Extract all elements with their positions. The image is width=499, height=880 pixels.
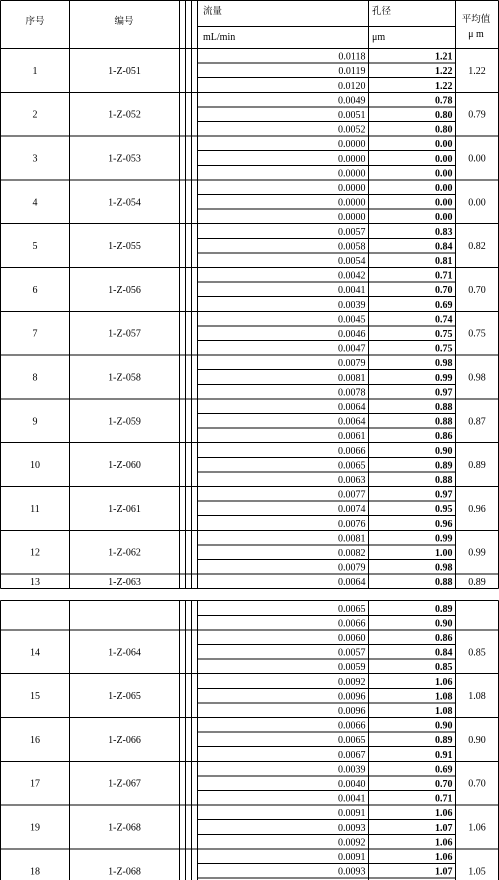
- pore-cell: 0.74: [435, 314, 453, 326]
- average-cell: 0.85: [468, 647, 486, 659]
- flow-cell: 0.0078: [338, 387, 366, 399]
- flow-cell: 0.0061: [338, 431, 366, 443]
- flow-cell: 0.0042: [338, 270, 366, 282]
- sample-code-cell: 1-Z-054: [108, 197, 141, 209]
- sequence-cell: 16: [30, 734, 40, 746]
- sequence-cell: 14: [30, 647, 40, 659]
- pore-cell: 0.81: [435, 256, 453, 267]
- sequence-cell: 4: [32, 197, 38, 209]
- flow-cell: 0.0065: [338, 460, 366, 472]
- pore-cell: 0.88: [435, 577, 453, 589]
- pore-cell: 0.70: [435, 779, 453, 790]
- sample-code-cell: 1-Z-055: [108, 241, 141, 253]
- table-body: [30, 52, 486, 880]
- average-cell: 0.79: [468, 109, 486, 121]
- pore-cell: 0.80: [435, 124, 453, 136]
- average-cell: 0.70: [468, 284, 486, 296]
- sequence-cell: 9: [32, 416, 38, 428]
- pore-cell: 0.84: [435, 647, 453, 659]
- sequence-cell: 6: [32, 284, 38, 296]
- flow-cell: 0.0066: [338, 720, 366, 732]
- flow-cell: 0.0000: [338, 183, 366, 194]
- pore-cell: 0.89: [435, 735, 453, 747]
- flow-cell: 0.0065: [338, 735, 366, 747]
- flow-cell: 0.0063: [338, 475, 366, 486]
- sample-code-cell: 1-Z-068: [108, 822, 141, 834]
- flow-cell: 0.0119: [338, 66, 366, 78]
- pore-cell: 0.90: [435, 445, 453, 457]
- table-grid: [1, 1, 499, 880]
- pore-cell: 0.84: [435, 241, 453, 253]
- flow-cell: 0.0064: [338, 577, 366, 589]
- pore-cell: 1.21: [435, 51, 453, 63]
- pore-cell: 0.78: [435, 95, 453, 107]
- pore-cell: 0.90: [435, 720, 453, 732]
- pore-cell: 1.06: [435, 676, 453, 688]
- pore-cell: 0.00: [435, 153, 453, 165]
- pore-cell: 0.00: [435, 168, 453, 180]
- flow-cell: 0.0049: [338, 95, 366, 107]
- sample-code-cell: 1-Z-062: [108, 547, 141, 559]
- average-cell: 1.08: [468, 691, 486, 703]
- flow-cell: 0.0060: [338, 633, 366, 644]
- header-flow: 流量: [203, 6, 223, 17]
- flow-cell: 0.0082: [338, 548, 366, 559]
- flow-cell: 0.0092: [338, 676, 366, 688]
- pore-cell: 0.95: [435, 504, 453, 516]
- sample-code-cell: 1-Z-051: [108, 65, 141, 77]
- sequence-cell: 8: [32, 372, 38, 384]
- sequence-cell: 19: [30, 822, 40, 834]
- sequence-cell: 3: [32, 153, 38, 165]
- pore-cell: 0.69: [435, 299, 453, 311]
- pore-cell: 1.22: [435, 80, 453, 92]
- pore-cell: 0.00: [435, 139, 453, 151]
- flow-cell: 0.0079: [338, 562, 366, 574]
- flow-cell: 0.0000: [338, 168, 366, 180]
- average-cell: 1.06: [468, 822, 486, 834]
- average-cell: 0.98: [468, 372, 486, 384]
- sample-code-cell: 1-Z-064: [108, 647, 141, 659]
- flow-cell: 0.0045: [338, 314, 366, 326]
- pore-cell: 0.89: [435, 603, 453, 615]
- pore-cell: 1.22: [435, 66, 453, 78]
- average-cell: 0.90: [468, 734, 486, 746]
- sample-code-cell: 1-Z-067: [108, 778, 141, 790]
- flow-cell: 0.0039: [338, 299, 366, 311]
- sequence-cell: 2: [32, 109, 38, 121]
- sequence-cell: 10: [30, 460, 40, 472]
- flow-cell: 0.0047: [338, 343, 366, 355]
- pore-cell: 1.07: [435, 866, 453, 878]
- pore-cell: 0.71: [435, 793, 453, 805]
- flow-cell: 0.0079: [338, 358, 366, 370]
- flow-cell: 0.0046: [338, 329, 366, 340]
- pore-cell: 0.89: [435, 460, 453, 472]
- flow-cell: 0.0066: [338, 618, 366, 630]
- flow-cell: 0.0041: [338, 285, 366, 297]
- sample-code-cell: 1-Z-066: [108, 734, 141, 746]
- sequence-cell: 7: [32, 328, 38, 340]
- pore-cell: 0.00: [435, 212, 453, 224]
- pore-cell: 1.06: [435, 852, 453, 863]
- pore-cell: 0.00: [435, 197, 453, 209]
- flow-cell: 0.0052: [338, 124, 366, 136]
- average-cell: 0.00: [468, 197, 486, 209]
- average-cell: 0.00: [468, 153, 486, 165]
- pore-cell: 0.88: [435, 475, 453, 486]
- sample-code-cell: 1-Z-057: [108, 328, 141, 340]
- average-cell: 0.75: [468, 328, 486, 340]
- pore-cell: 0.99: [435, 533, 453, 545]
- sample-code-cell: 1-Z-063: [108, 576, 141, 588]
- average-cell: 0.89: [468, 576, 486, 588]
- pore-cell: 0.75: [435, 329, 453, 340]
- flow-cell: 0.0093: [338, 822, 366, 834]
- average-cell: 0.82: [468, 241, 486, 253]
- flow-cell: 0.0064: [338, 416, 366, 428]
- sequence-cell: 18: [30, 866, 40, 878]
- sequence-cell: 1: [32, 65, 38, 77]
- flow-cell: 0.0000: [338, 197, 366, 209]
- flow-cell: 0.0092: [338, 837, 366, 849]
- flow-cell: 0.0067: [338, 749, 366, 761]
- flow-cell: 0.0000: [338, 153, 366, 165]
- flow-cell: 0.0074: [338, 504, 366, 516]
- pore-cell: 0.00: [435, 183, 453, 194]
- flow-cell: 0.0058: [338, 241, 366, 253]
- pore-cell: 0.90: [435, 618, 453, 630]
- pore-cell: 0.83: [435, 226, 453, 238]
- sample-code-cell: 1-Z-068: [108, 866, 141, 878]
- flow-cell: 0.0118: [338, 51, 366, 63]
- sample-code-cell: 1-Z-058: [108, 372, 141, 384]
- sample-code-cell: 1-Z-052: [108, 109, 141, 121]
- flow-cell: 0.0000: [338, 212, 366, 224]
- flow-cell: 0.0054: [338, 256, 366, 267]
- average-cell: 0.99: [468, 547, 486, 559]
- pore-cell: 0.97: [435, 387, 453, 399]
- pore-cell: 0.86: [435, 633, 453, 644]
- sequence-cell: 17: [30, 778, 40, 790]
- sequence-cell: 15: [30, 691, 40, 703]
- pore-cell: 0.69: [435, 764, 453, 776]
- pore-cell: 1.00: [435, 548, 453, 559]
- sample-code-cell: 1-Z-059: [108, 416, 141, 428]
- pore-cell: 0.96: [435, 518, 453, 530]
- flow-cell: 0.0039: [338, 764, 366, 776]
- average-cell: 1.05: [468, 866, 486, 878]
- pore-cell: 1.08: [435, 706, 453, 717]
- flow-cell: 0.0076: [338, 518, 366, 530]
- flow-cell: 0.0051: [338, 110, 366, 121]
- average-cell: 0.70: [468, 778, 486, 790]
- flow-cell: 0.0096: [338, 691, 366, 703]
- flow-cell: 0.0093: [338, 866, 366, 878]
- flow-cell: 0.0096: [338, 706, 366, 717]
- header-pore: 孔径: [372, 6, 392, 17]
- sequence-cell: 13: [30, 576, 40, 588]
- sample-code-cell: 1-Z-056: [108, 284, 141, 296]
- sample-code-cell: 1-Z-061: [108, 503, 141, 515]
- pore-cell: 1.07: [435, 822, 453, 834]
- pore-cell: 1.06: [435, 837, 453, 849]
- flow-cell: 0.0040: [338, 779, 366, 790]
- flow-cell: 0.0041: [338, 793, 366, 805]
- pore-cell: 0.99: [435, 372, 453, 384]
- flow-cell: 0.0057: [338, 226, 366, 238]
- header-code: 编号: [114, 16, 134, 27]
- pore-cell: 1.06: [435, 808, 453, 820]
- header-average: 平均值: [461, 14, 491, 25]
- flow-cell: 0.0091: [338, 808, 366, 820]
- sample-code-cell: 1-Z-053: [108, 153, 141, 165]
- header-pore-unit: μm: [372, 32, 386, 43]
- pore-cell: 0.71: [435, 270, 453, 282]
- average-cell: 0.96: [468, 503, 486, 515]
- flow-cell: 0.0064: [338, 402, 366, 413]
- pore-cell: 0.75: [435, 343, 453, 355]
- average-cell: 1.22: [468, 65, 486, 77]
- sequence-cell: 11: [30, 503, 40, 515]
- pore-cell: 0.80: [435, 110, 453, 121]
- header-flow-unit: mL/min: [203, 32, 236, 43]
- pore-cell: 0.86: [435, 431, 453, 443]
- flow-cell: 0.0065: [338, 603, 366, 615]
- average-cell: 0.89: [468, 460, 486, 472]
- flow-cell: 0.0081: [338, 372, 366, 384]
- pore-cell: 0.98: [435, 358, 453, 370]
- pore-cell: 0.85: [435, 662, 453, 674]
- flow-cell: 0.0081: [338, 533, 366, 545]
- flow-cell: 0.0077: [338, 489, 366, 501]
- sample-code-cell: 1-Z-065: [108, 691, 141, 703]
- sequence-cell: 12: [30, 547, 40, 559]
- flow-cell: 0.0120: [338, 80, 366, 92]
- flow-cell: 0.0057: [338, 647, 366, 659]
- flow-cell: 0.0091: [338, 852, 366, 863]
- flow-cell: 0.0059: [338, 662, 366, 674]
- sequence-cell: 5: [32, 241, 38, 253]
- pore-cell: 0.88: [435, 416, 453, 428]
- sample-code-cell: 1-Z-060: [108, 460, 141, 472]
- flow-cell: 0.0000: [338, 139, 366, 151]
- average-cell: 0.87: [468, 416, 486, 428]
- pore-cell: 0.97: [435, 489, 453, 501]
- header-seq: 序号: [25, 16, 45, 27]
- pore-cell: 1.08: [435, 691, 453, 703]
- header-average-unit: μ m: [468, 29, 484, 40]
- flow-cell: 0.0066: [338, 445, 366, 457]
- pore-cell: 0.88: [435, 402, 453, 413]
- pore-cell: 0.98: [435, 562, 453, 574]
- pore-cell: 0.70: [435, 285, 453, 297]
- pore-cell: 0.91: [435, 749, 453, 761]
